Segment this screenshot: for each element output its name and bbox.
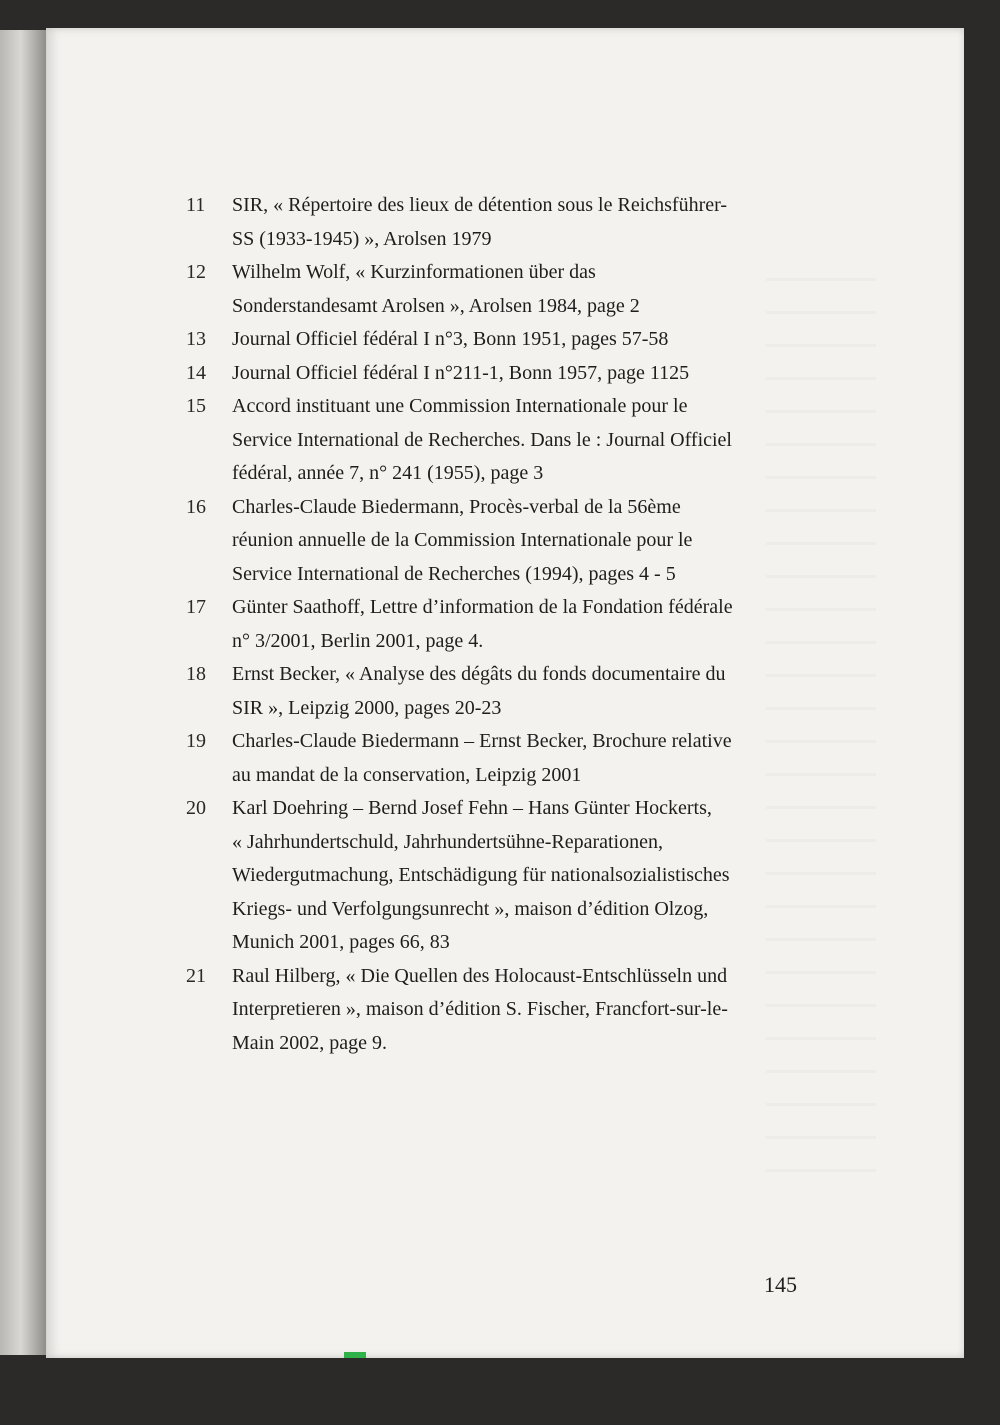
footnote-number: 21 <box>186 964 206 987</box>
footnote-line: SIR », Leipzig 2000, pages 20-23 <box>232 696 502 719</box>
footnote-line: Günter Saathoff, Lettre d’information de la Fondation fédérale <box>232 596 733 618</box>
footnote-number: 11 <box>186 194 206 216</box>
footnote-line: SS (1933-1945) », Arolsen 1979 <box>232 227 492 250</box>
footnote-line: Ernst Becker, « Analyse des dégâts du fonds documentaire du <box>232 663 726 685</box>
footnote-line: Journal Officiel fédéral I n°3, Bonn 1951, pages 57-58 <box>232 328 669 350</box>
footnote-text <box>232 491 806 592</box>
footnote-line: Service International de Recherches. Dans le : Journal Officiel <box>232 428 732 451</box>
footnote-text <box>232 591 806 658</box>
footnote-line: Interpretieren », maison d’édition S. Fischer, Francfort-sur-le- <box>232 998 728 1020</box>
footnote <box>186 725 806 792</box>
page-number: 145 <box>764 1272 797 1297</box>
footnote-line: Main 2002, page 9. <box>232 1031 387 1054</box>
footnote-text <box>232 390 806 491</box>
footnote <box>186 792 806 960</box>
adjacent-page-edge <box>0 30 52 1355</box>
footnote <box>186 658 806 725</box>
footnote-text <box>232 725 806 792</box>
footnote-line: au mandat de la conservation, Leipzig 2001 <box>232 763 582 786</box>
footnote-line: n° 3/2001, Berlin 2001, page 4. <box>232 629 484 652</box>
footnote-number: 15 <box>186 395 206 417</box>
footnote <box>186 256 806 323</box>
footnote-number: 19 <box>186 730 206 752</box>
footnote <box>186 323 806 357</box>
footnote-text <box>232 256 806 323</box>
footnote-number: 16 <box>186 495 206 518</box>
footnote-line: Wilhelm Wolf, « Kurzinformationen über das <box>232 261 596 283</box>
footnote-text <box>232 323 806 357</box>
footnote-line: Raul Hilberg, « Die Quellen des Holocaust-Entschlüsseln und <box>232 964 728 987</box>
footnote <box>186 591 806 658</box>
footnote-line: Karl Doehring – Bernd Josef Fehn – Hans Günter Hockerts, <box>232 797 712 819</box>
footnote-line: fédéral, année 7, n° 241 (1955), page 3 <box>232 462 544 484</box>
footnote-text <box>232 960 806 1061</box>
footnote <box>186 390 806 491</box>
footnote-line: Charles-Claude Biedermann – Ernst Becker, Brochure relative <box>232 730 732 752</box>
footnote-text <box>232 189 806 256</box>
footnote <box>186 189 806 256</box>
footnote-line: Kriegs- und Verfolgungsunrecht », maison d’édition Olzog, <box>232 897 709 920</box>
footnote-number: 17 <box>186 596 206 618</box>
footnote-number: 14 <box>186 361 206 384</box>
footnote-line: Charles-Claude Biedermann, Procès-verbal de la 56ème <box>232 495 681 518</box>
footnote-line: Wiedergutmachung, Entschädigung für nationalsozialistisches <box>232 864 730 886</box>
footnote-line: réunion annuelle de la Commission Internationale pour le <box>232 529 693 551</box>
footnote-number: 13 <box>186 328 206 350</box>
footnote-line: Accord instituant une Commission Internationale pour le <box>232 395 688 417</box>
footnote-line: Journal Officiel fédéral I n°211-1, Bonn 1957, page 1125 <box>232 361 690 384</box>
footnote-number: 18 <box>186 663 206 685</box>
footnote-text <box>232 792 806 960</box>
footnote-line: Service International de Recherches (1994), pages 4 - 5 <box>232 562 676 585</box>
footnote-line: « Jahrhundertschuld, Jahrhundertsühne-Reparationen, <box>232 830 663 853</box>
bookmark-strip <box>344 1352 366 1358</box>
footnote-text <box>232 658 806 725</box>
footnote <box>186 357 806 391</box>
footnote <box>186 960 806 1061</box>
footnotes-list <box>186 189 806 1060</box>
footnote-text <box>232 357 806 391</box>
footnote-number: 12 <box>186 261 206 283</box>
footnote-line: Munich 2001, pages 66, 83 <box>232 931 450 953</box>
footnote-line: SIR, « Répertoire des lieux de détention sous le Reichsführer- <box>232 194 728 216</box>
footnote-number: 20 <box>186 797 206 819</box>
footnote <box>186 491 806 592</box>
footnote-line: Sonderstandesamt Arolsen », Arolsen 1984, page 2 <box>232 294 640 317</box>
